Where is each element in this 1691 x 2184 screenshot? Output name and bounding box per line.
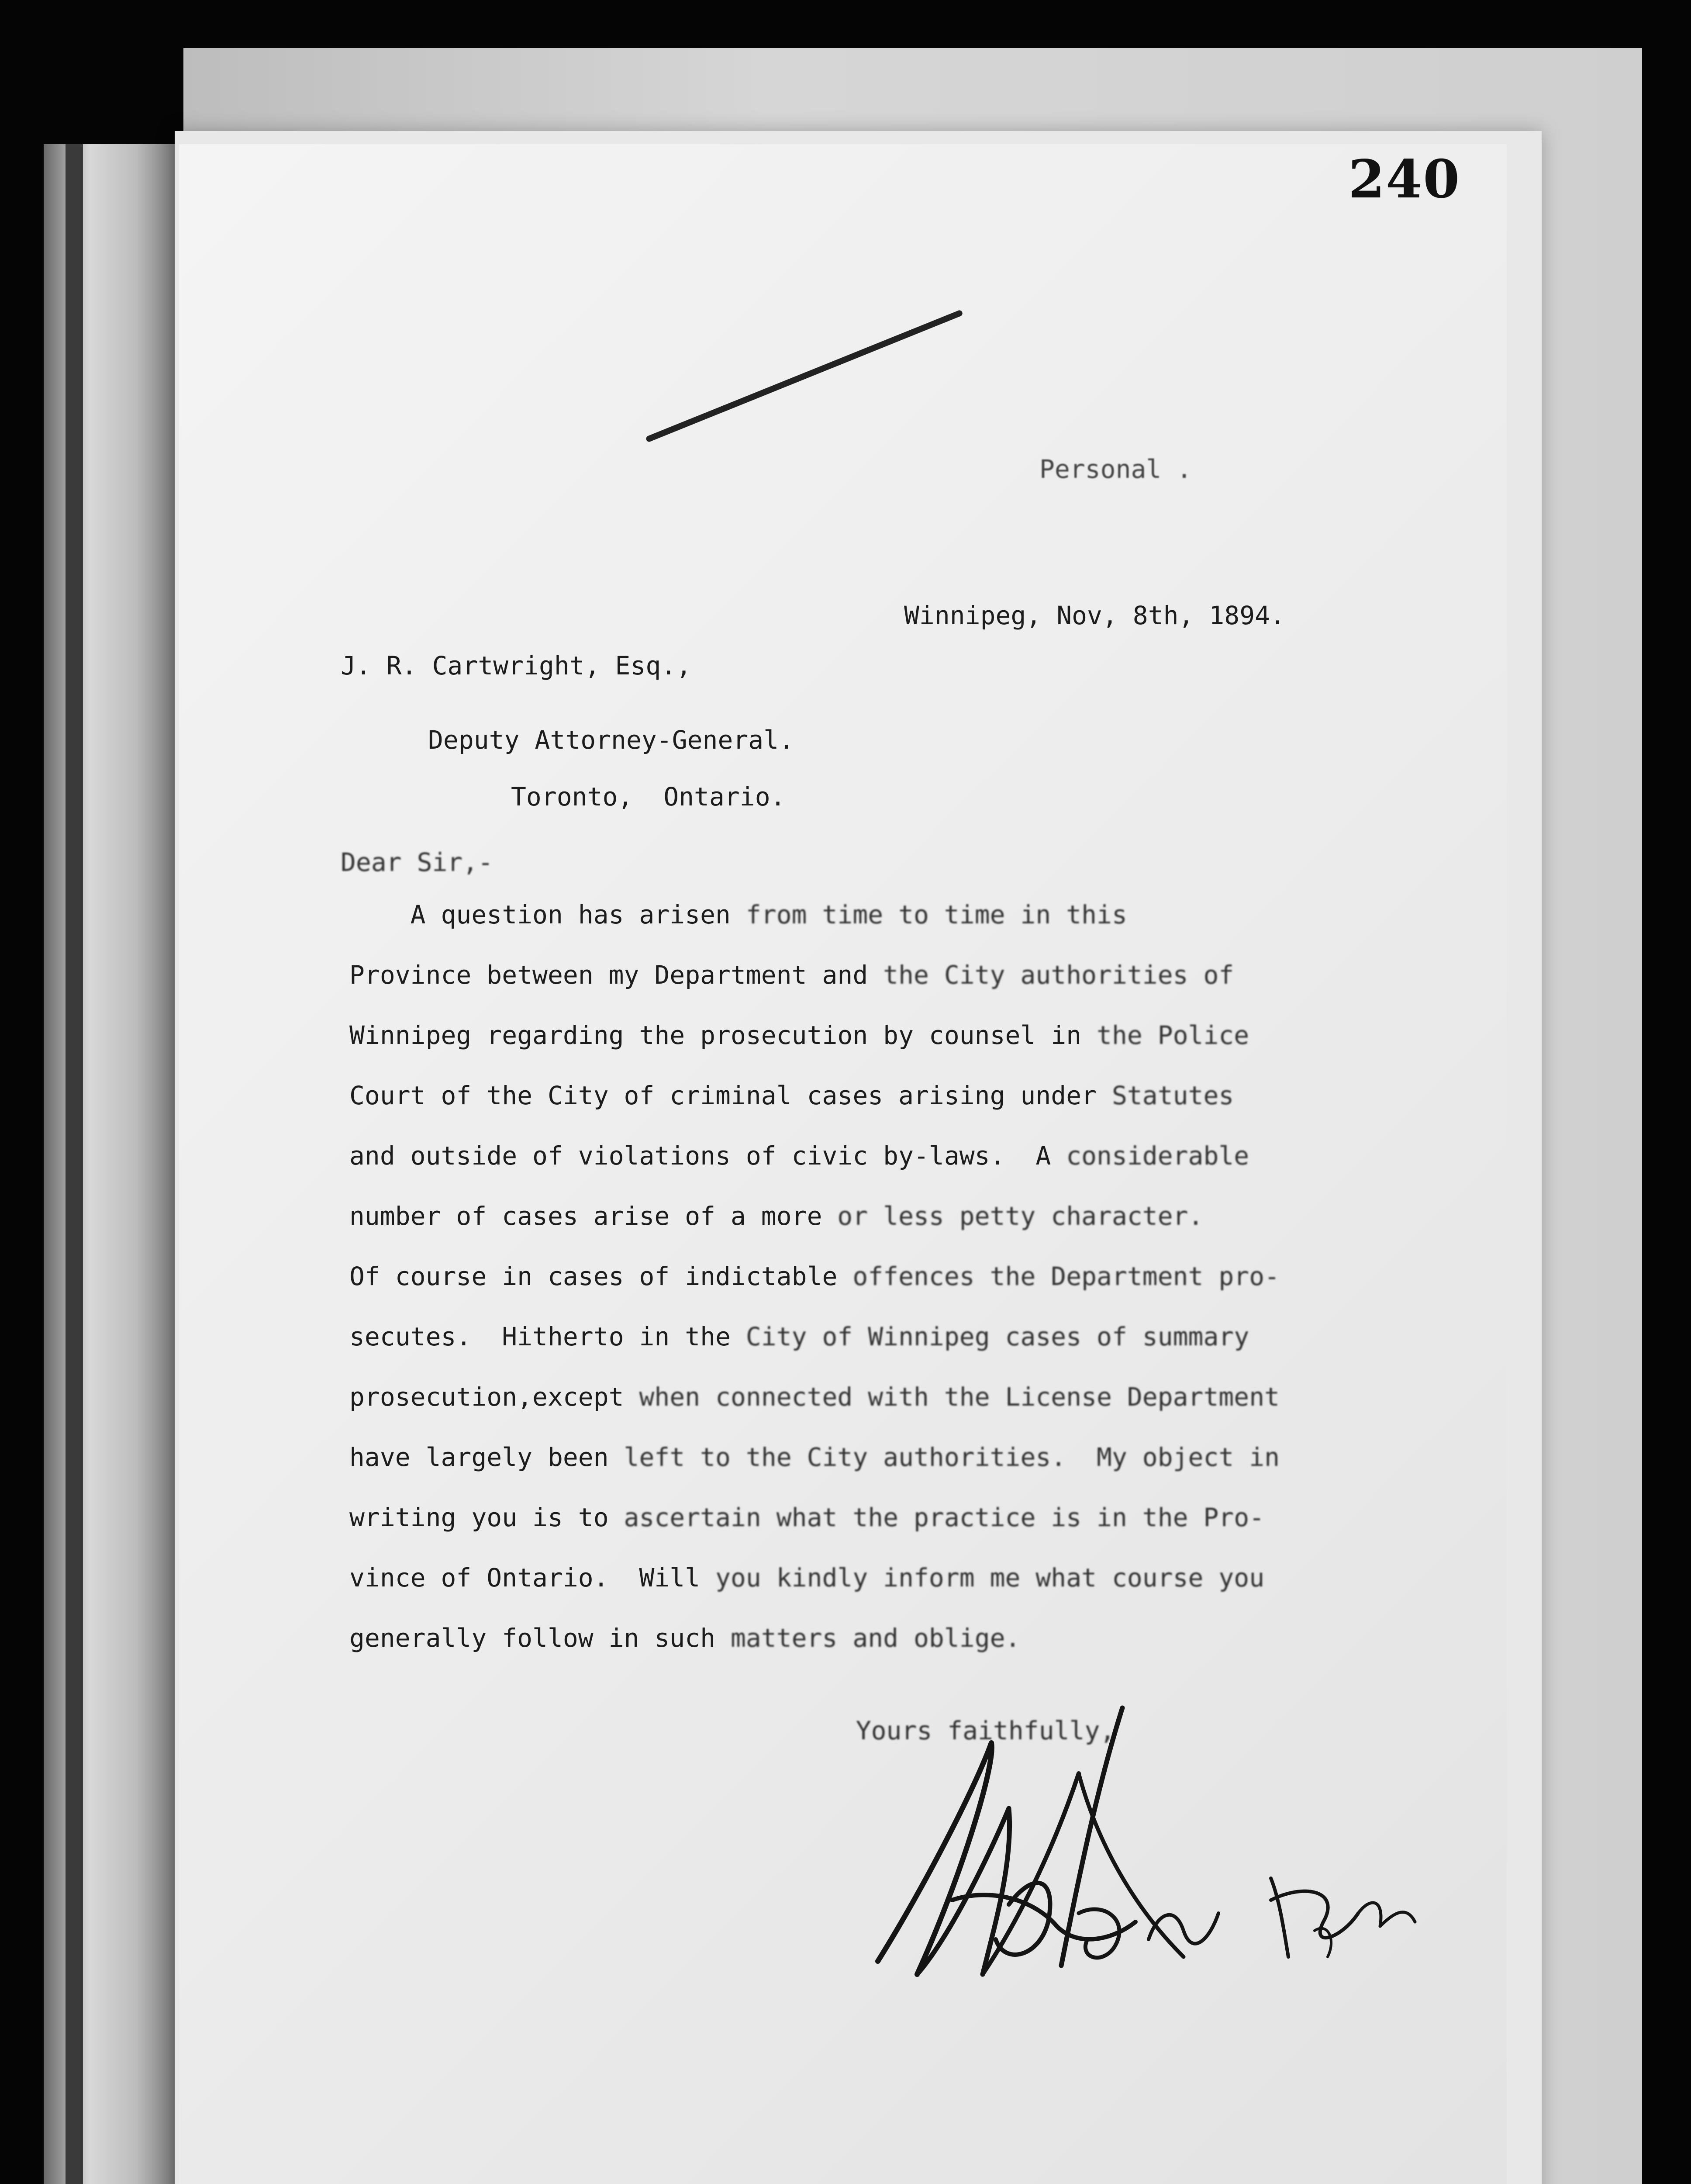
body-line-smudged-text: when connected with the License Department <box>639 1382 1280 1412</box>
body-line-clear-text: secutes. Hitherto in the <box>349 1322 746 1351</box>
body-line-smudged-text: considerable <box>1066 1141 1249 1171</box>
body-line <box>349 1141 1249 1171</box>
body-line <box>349 1623 1020 1653</box>
body-line <box>349 1563 1264 1593</box>
body-line <box>349 1442 1280 1472</box>
body-line-smudged-text: left to the City authorities. My object in <box>624 1442 1280 1472</box>
recipient-location: Toronto, Ontario. <box>511 782 786 812</box>
body-line-smudged-text: from time to time in this <box>745 900 1127 930</box>
body-line <box>349 900 1127 930</box>
left-page-edge <box>44 144 175 2184</box>
recipient-title: Deputy Attorney-General. <box>428 725 794 755</box>
body-line-clear-text: Of course in cases of indictable <box>349 1261 853 1291</box>
body-line-smudged-text: City of Winnipeg cases of summary <box>745 1322 1249 1351</box>
body-line-clear-text: prosecution,except <box>349 1382 639 1412</box>
body-line <box>349 960 1234 990</box>
body-line <box>349 1081 1234 1110</box>
body-line-smudged-text: the Police <box>1097 1020 1249 1050</box>
body-line-clear-text: Winnipeg regarding the prosecution by counsel in <box>349 1020 1097 1050</box>
body-line-clear-text: Court of the City of criminal cases arising under <box>349 1081 1112 1110</box>
body-line-clear-text: generally follow in such <box>349 1623 731 1653</box>
body-line-clear-text: Province between my Department and <box>349 960 883 990</box>
body-line <box>349 1322 1249 1351</box>
salutation: Dear Sir,- <box>341 847 493 877</box>
body-line-smudged-text: offences the Department pro- <box>852 1261 1280 1291</box>
body-line-clear-text: vince of Ontario. Will <box>349 1563 716 1593</box>
body-line-smudged-text: you kindly inform me what course you <box>715 1563 1265 1593</box>
body-line-smudged-text: the City authorities of <box>883 960 1234 990</box>
body-line <box>349 1020 1249 1050</box>
body-line-smudged-text: matters and oblige. <box>730 1623 1021 1653</box>
recipient-name: J. R. Cartwright, Esq., <box>341 651 692 681</box>
body-line-clear-text: writing you is to <box>349 1503 624 1532</box>
body-line-smudged-text: Statutes <box>1111 1081 1234 1110</box>
body-line-clear-text: number of cases arise of a more <box>349 1201 838 1231</box>
body-line-clear-text: A question has arisen <box>349 900 746 930</box>
page-number: 240 <box>1348 149 1460 210</box>
body-line <box>349 1503 1264 1532</box>
body-line <box>349 1382 1280 1412</box>
dateline: Winnipeg, Nov, 8th, 1894. <box>904 601 1285 630</box>
body-line-clear-text: have largely been <box>349 1442 624 1472</box>
body-line <box>349 1201 1203 1231</box>
body-line-smudged-text: or less petty character. <box>837 1201 1204 1231</box>
closing-text: Yours faithfully, <box>856 1716 1115 1745</box>
body-line-clear-text: and outside of violations of civic by-laws. A <box>349 1141 1066 1171</box>
personal-marking: Personal . <box>1039 454 1192 484</box>
handwritten-signature <box>852 1695 1428 2001</box>
body-line <box>349 1261 1280 1291</box>
body-line-smudged-text: ascertain what the practice is in the Pro- <box>624 1503 1265 1532</box>
left-page-gutter <box>66 144 83 2184</box>
